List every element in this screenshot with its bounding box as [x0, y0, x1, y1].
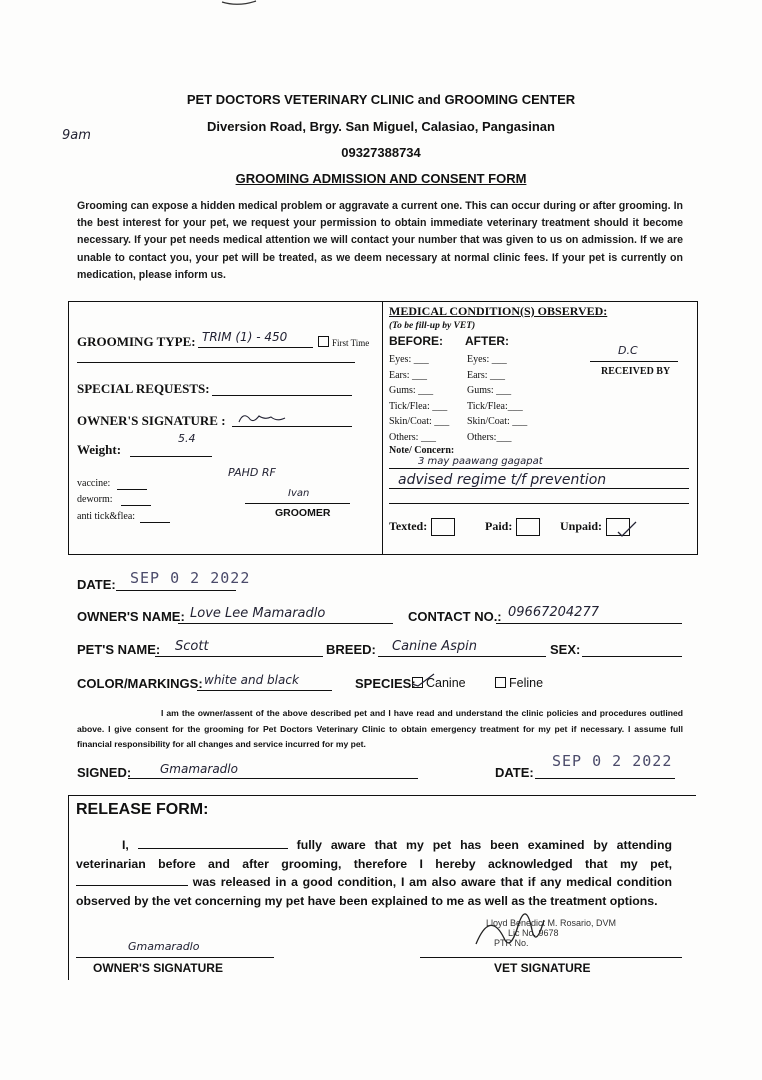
sex-label: SEX: [550, 642, 581, 657]
before-gums[interactable]: Gums: ___ [389, 385, 434, 397]
pet-name-label: PET'S NAME: [77, 642, 161, 657]
after-tickflea[interactable]: Tick/Flea:___ [467, 400, 523, 412]
clinic-address: Diversion Road, Brgy. San Miguel, Calasiao, Pangasinan [207, 119, 555, 134]
after-ears[interactable]: Ears: ___ [467, 369, 506, 381]
grooming-type-label: GROOMING TYPE: [77, 334, 196, 349]
unpaid-label: Unpaid: [560, 518, 603, 533]
release-text-a: I, [122, 838, 129, 852]
species-label: SPECIES: [355, 676, 416, 691]
groomer-name[interactable]: Ivan [288, 488, 310, 499]
note-rule-1 [389, 468, 689, 469]
note-rule-2 [389, 488, 689, 489]
feline-checkbox[interactable] [495, 677, 506, 688]
vet-stamp-license: Lic No. 9678 [508, 928, 559, 938]
after-skincoat[interactable]: Skin/Coat: ___ [467, 416, 528, 428]
texted-label: Texted: [389, 518, 428, 533]
clinic-phone: 09327388734 [341, 145, 421, 160]
release-top-border [68, 795, 696, 796]
medical-subtitle: (To be fill-up by VET) [389, 321, 476, 331]
feline-label: Feline [509, 676, 544, 690]
release-owner-signature[interactable]: Gmamaradlo [128, 940, 200, 953]
note-label: Note/ Concern: [389, 445, 455, 456]
grooming-type-line [198, 347, 313, 348]
after-label: AFTER: [465, 334, 509, 348]
first-time-box[interactable] [318, 336, 329, 347]
sex-line [582, 656, 682, 657]
weight-value[interactable]: 5.4 [178, 432, 196, 445]
after-gums[interactable]: Gums: ___ [467, 385, 512, 397]
release-owner-blank[interactable] [138, 836, 288, 849]
form-title: GROOMING ADMISSION AND CONSENT FORM [235, 171, 527, 186]
release-paragraph [76, 836, 672, 910]
deworm-label: deworm: [77, 494, 113, 505]
medical-title: MEDICAL CONDITION(S) OBSERVED: [389, 304, 608, 318]
antitick-label: anti tick&flea: [77, 511, 136, 522]
contact-line [496, 623, 682, 624]
signed-date-stamp[interactable]: SEP 0 2 2022 [552, 752, 673, 770]
before-label: BEFORE: [389, 334, 443, 348]
release-left-border [68, 795, 69, 980]
owner-signature-mark [235, 408, 295, 430]
release-text-b: fully aware that my pet has been examined by attending veterinarian before and after grooming, therefore I hereby acknowledged that my pet, [76, 838, 672, 871]
special-requests-label: SPECIAL REQUESTS: [77, 381, 210, 396]
paid-field[interactable] [485, 518, 540, 536]
contact-value[interactable]: 09667204277 [508, 605, 599, 620]
owner-name-label: OWNER'S NAME: [77, 609, 185, 624]
species-feline-option[interactable] [495, 676, 543, 690]
release-title: RELEASE FORM: [76, 801, 209, 818]
intro-paragraph: Grooming can expose a hidden medical problem or aggravate a current one. This can occur during or after grooming. In the best interest for your pet, we request your permission to obtain immediate veterinary treatment should it become necessary. If your pet needs medical attention we will contact your number that was given to us on admission. If we are unable to contact you, your pet will be treated, as we deem necessary at normal clinic fees. If your pet is currently on medication, please inform us. [77, 200, 683, 281]
after-others[interactable]: Others:___ [467, 431, 512, 443]
unpaid-check-mark [612, 518, 638, 538]
paid-box[interactable] [516, 518, 540, 536]
owner-sig-label: OWNER'S SIGNATURE [93, 961, 223, 975]
texted-field[interactable] [389, 518, 455, 536]
groomer-line [245, 503, 350, 504]
canine-check-mark [410, 672, 436, 690]
vet-stamp-name: Lloyd Benedict M. Rosario, DVM [486, 918, 617, 928]
paid-label: Paid: [485, 518, 513, 533]
before-others[interactable]: Others: ___ [389, 431, 436, 443]
release-pet-blank[interactable] [76, 873, 188, 886]
vaccine-line [117, 489, 147, 490]
vet-signature-mark [470, 890, 550, 956]
received-line [590, 361, 678, 362]
canine-label: Canine [426, 676, 466, 690]
weight-label: Weight: [77, 442, 122, 457]
before-ears[interactable]: Ears: ___ [389, 369, 428, 381]
vet-stamp-ptr: PTR No. [494, 938, 529, 948]
date-line [116, 590, 236, 591]
note-line-2[interactable]: advised regime t/f prevention [398, 472, 607, 488]
signed-label: SIGNED: [77, 765, 132, 780]
box-divider [382, 301, 383, 555]
date-stamp[interactable]: SEP 0 2 2022 [130, 569, 251, 587]
contact-label: CONTACT NO.: [408, 609, 502, 624]
groomer-label: GROOMER [275, 507, 331, 519]
color-value[interactable]: white and black [204, 673, 299, 687]
color-line [197, 690, 332, 691]
before-eyes[interactable]: Eyes: ___ [389, 354, 429, 365]
special-requests-line [212, 395, 352, 396]
before-tickflea[interactable]: Tick/Flea: ___ [389, 400, 448, 412]
signed-date-line [535, 778, 675, 779]
owner-signature-label: OWNER'S SIGNATURE : [77, 413, 226, 428]
signed-line [128, 778, 418, 779]
breed-value[interactable]: Canine Aspin [392, 639, 478, 654]
owner-name-value[interactable]: Love Lee Mamaradlo [190, 606, 326, 621]
breed-line [378, 656, 546, 657]
groomer-handwritten: PAHD RF [228, 466, 276, 479]
release-text-c: was released in a good condition, I am also aware that if any medical condition observed by the vet concerning my pet have been explained to me as well as the treatment options. [76, 875, 673, 908]
signed-date-label: DATE: [495, 765, 534, 780]
before-column [389, 352, 449, 446]
after-eyes[interactable]: Eyes: ___ [467, 354, 507, 365]
margin-note: 9am [62, 128, 91, 143]
vet-sig-line [420, 957, 682, 958]
before-skincoat[interactable]: Skin/Coat: ___ [389, 416, 450, 428]
date-label: DATE: [77, 577, 116, 592]
breed-label: BREED: [326, 642, 376, 657]
texted-box[interactable] [431, 518, 455, 536]
weight-line [130, 456, 212, 457]
vet-sig-label: VET SIGNATURE [494, 961, 591, 975]
received-initials: D.C [618, 344, 638, 357]
first-time-checkbox[interactable] [318, 336, 369, 348]
after-column [467, 352, 527, 446]
pet-name-line [155, 656, 323, 657]
owner-name-line [178, 623, 393, 624]
owner-sig-line [76, 957, 274, 958]
antitick-line [140, 522, 170, 523]
deworm-line [121, 505, 151, 506]
note-line-1[interactable]: 3 may paawang gagapat [418, 456, 543, 467]
first-time-label: First Time [332, 338, 370, 348]
received-by-label: RECEIVED BY [601, 366, 671, 377]
color-label: COLOR/MARKINGS: [77, 676, 203, 691]
signed-signature[interactable]: Gmamaradlo [160, 762, 238, 776]
grooming-type-value[interactable]: TRIM (1) - 450 [202, 330, 288, 344]
consent-paragraph: I am the owner/assent of the above described pet and I have read and understand the clinic policies and procedures outlined above. I give consent for the grooming for Pet Doctors Veterinary Clinic to obtain emergency treatment for my pet if necessary. I assume full financial responsibility for all changes and service incurred for my pet. [77, 708, 683, 749]
vaccine-label: vaccine: [77, 478, 111, 489]
note-rule-3 [389, 503, 689, 504]
grooming-extra-line [77, 362, 355, 363]
clinic-name: PET DOCTORS VETERINARY CLINIC and GROOMING CENTER [186, 92, 576, 107]
top-scribble [220, 0, 260, 8]
pet-name-value[interactable]: Scott [175, 639, 209, 654]
